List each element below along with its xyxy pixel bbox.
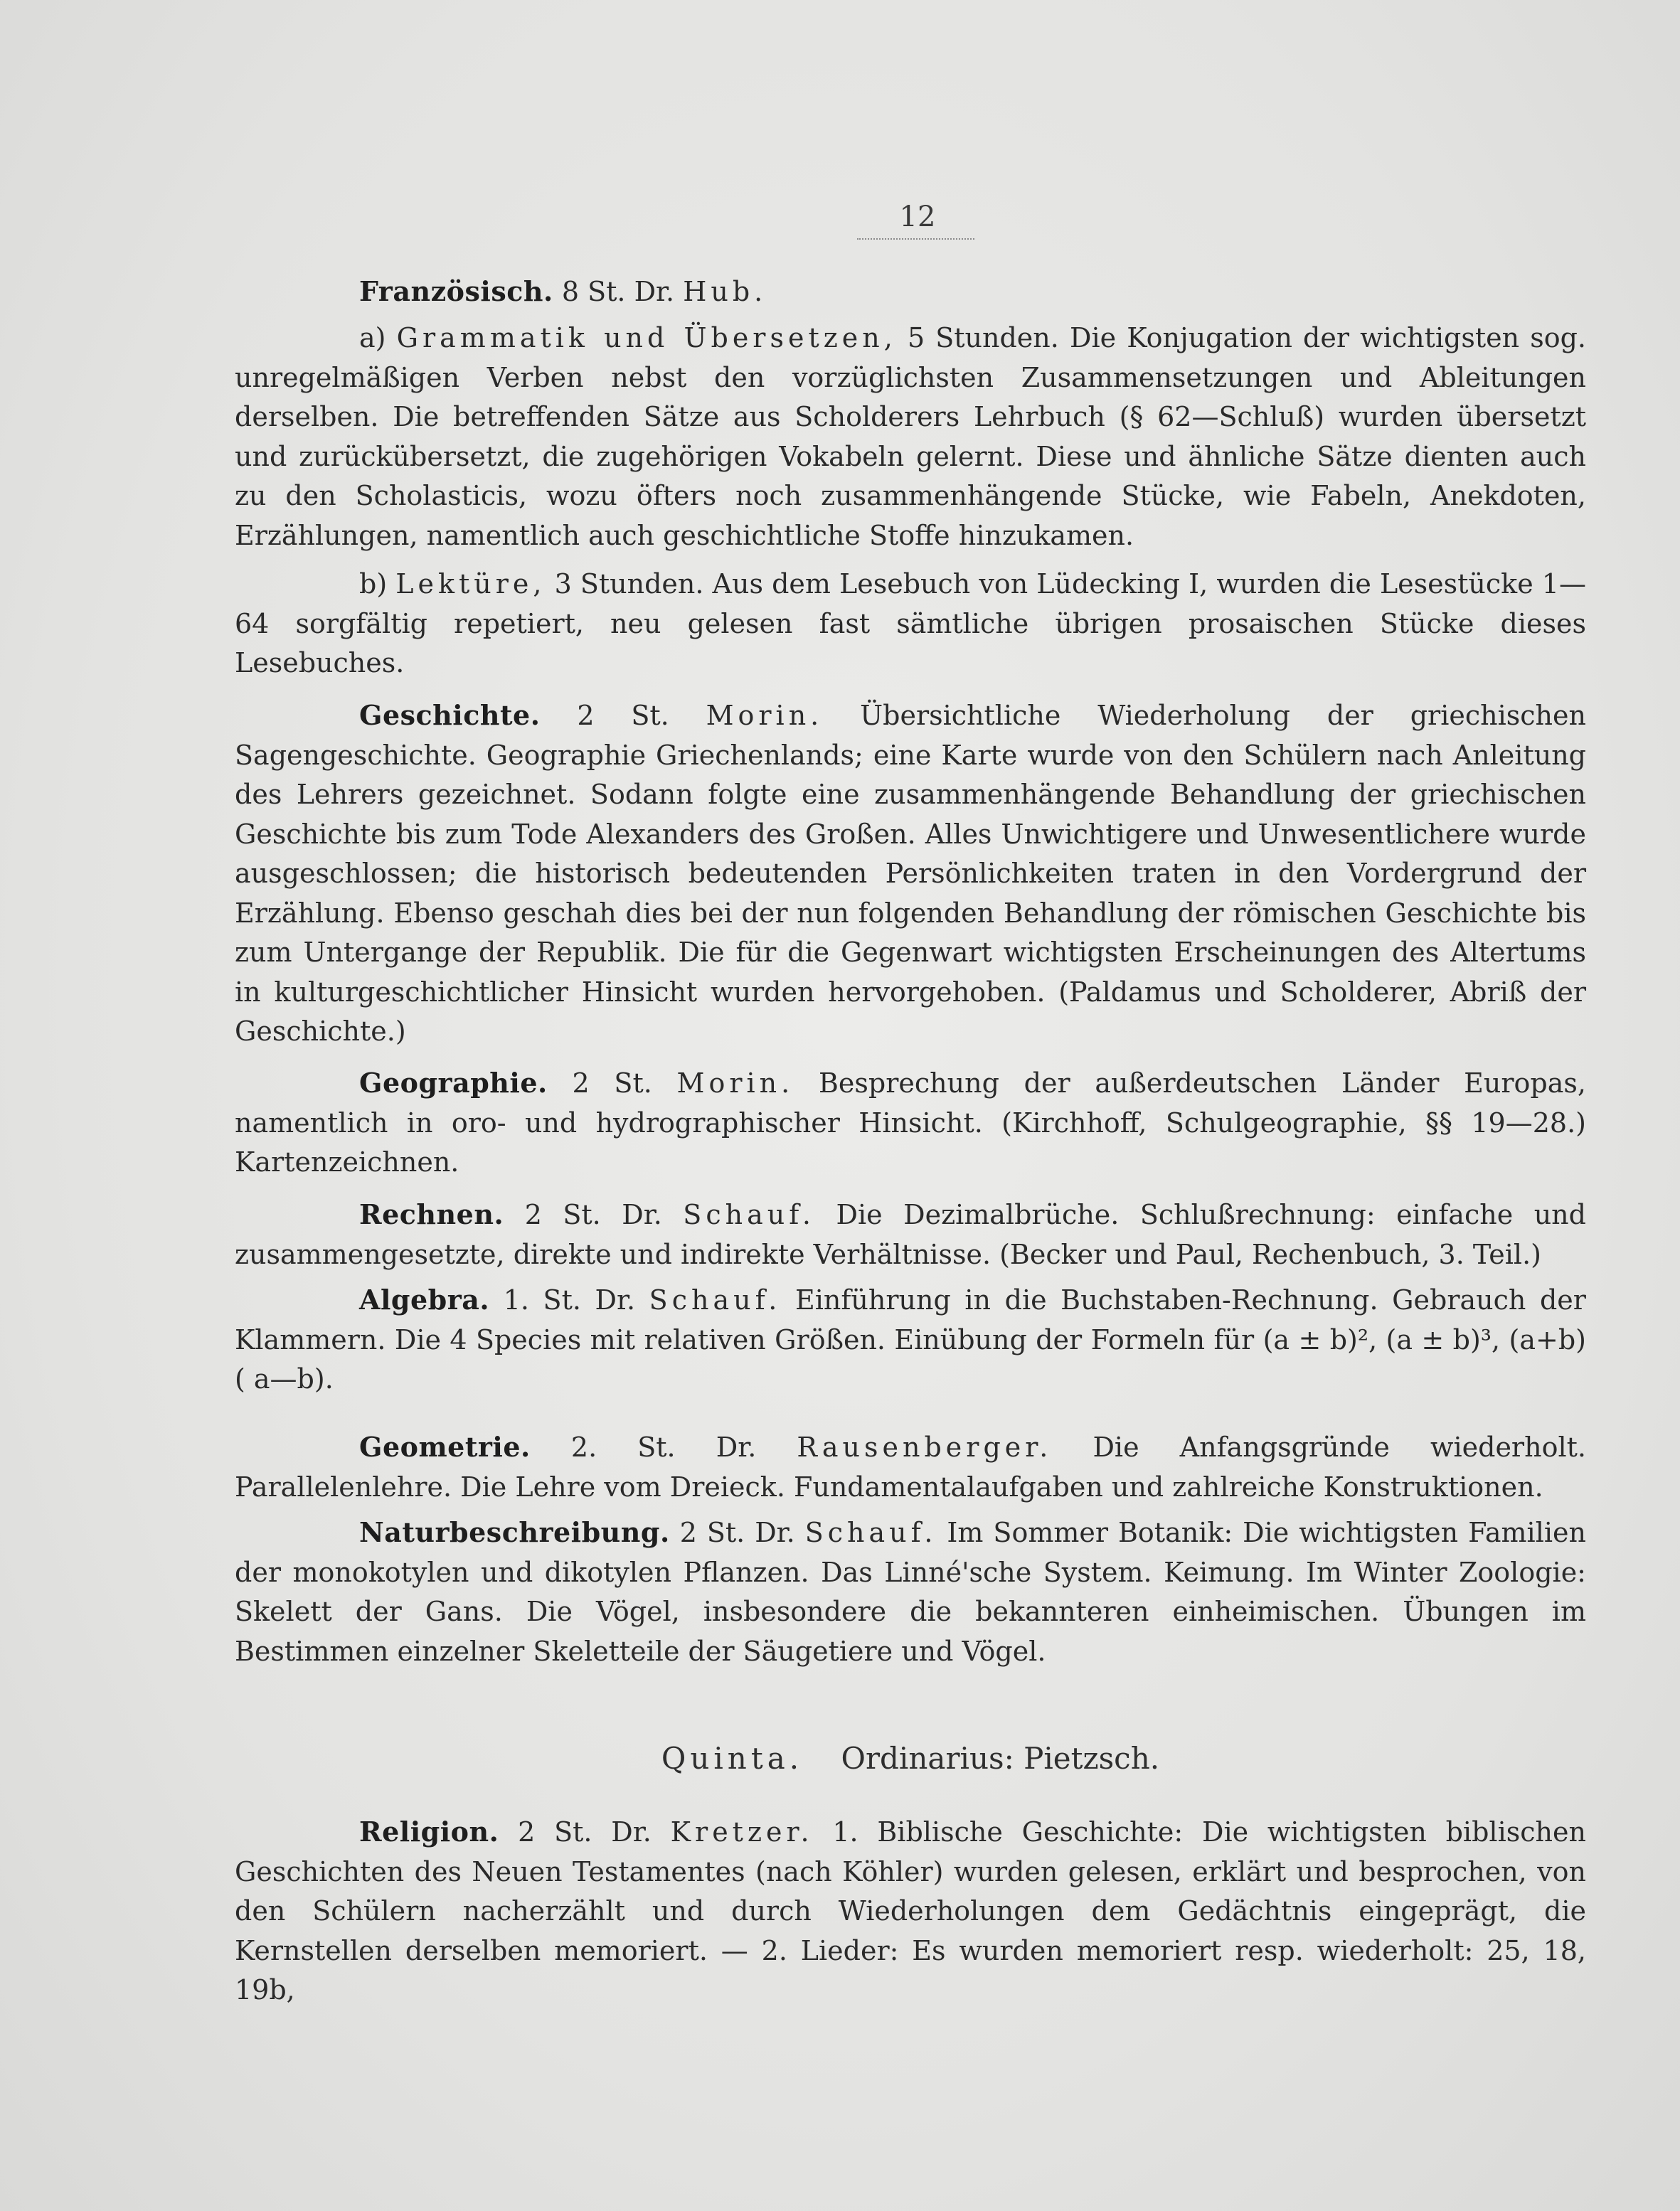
geometrie-paragraph bbox=[235, 1427, 1586, 1507]
rechnen-paragraph bbox=[235, 1195, 1586, 1274]
franzoesisch-b-text: 3 Stunden. Aus dem Lesebuch von Lüdecking I, wurden die Lesestücke 1—64 sorgfältig repetiert, neu gelesen fast sämtliche übrigen prosaischen Stücke dieses Lesebuches. bbox=[235, 568, 1586, 678]
franzoesisch-b-label: b) bbox=[359, 568, 388, 600]
naturbeschreibung-text: Im Sommer Botanik: Die wichtigsten Familien der monokotylen und dikotylen Pflanzen. Das Linné'sche System. Keimung. Im Winter Zoologie: Skelett der Gans. Die Vögel, insbesondere die bekannteren einheimischen. Übungen im Bestimmen einzelner Skeletteile der Säugetiere und Vögel. bbox=[235, 1517, 1586, 1667]
geographie-heading: Geographie. bbox=[359, 1067, 548, 1099]
naturbeschreibung-paragraph bbox=[235, 1513, 1586, 1671]
algebra-teacher: Schauf. bbox=[649, 1284, 782, 1316]
quinta-class-name: Quinta. bbox=[661, 1741, 804, 1776]
religion-text: 1. Biblische Geschichte: Die wichtigsten biblischen Geschichten des Neuen Testamentes (nach Köhler) wurden gelesen, erklärt und besprochen, von den Schülern nacherzählt und durch Wiederholungen dem Gedächtnis eingeprägt, die Kernstellen derselben memoriert. — 2. Lieder: Es wurden memoriert resp. wiederholt: 25, 18, 19b, bbox=[235, 1816, 1586, 2005]
religion-teacher-prefix: Dr. bbox=[611, 1816, 652, 1848]
franzoesisch-lektuere-paragraph bbox=[235, 565, 1586, 683]
page-number: 12 bbox=[899, 201, 936, 233]
franzoesisch-a-text: 5 Stunden. Die Konjugation der wichtigsten sog. unregelmäßigen Verben nebst den vorzüglichsten Zusammensetzungen und Ableitungen derselben. Die betreffenden Sätze aus Scholderers Lehrbuch (§ 62—Schluß) wurden übersetzt und zurückübersetzt, die zugehörigen Vokabeln gelernt. Diese und ähnliche Sätze dienten auch zu den Scholasticis, wozu öfters noch zusammenhängende Stücke, wie Fabeln, Anekdoten, Erzählungen, namentlich auch geschichtliche Stoffe hinzukamen. bbox=[235, 322, 1586, 551]
geometrie-heading: Geometrie. bbox=[359, 1431, 531, 1463]
geographie-hours: 2 St. bbox=[572, 1067, 652, 1099]
algebra-heading: Algebra. bbox=[359, 1284, 490, 1316]
geometrie-hours: 2. St. bbox=[570, 1432, 676, 1463]
geometrie-teacher-prefix: Dr. bbox=[716, 1432, 757, 1463]
rechnen-teacher: Schauf. bbox=[683, 1199, 816, 1230]
franzoesisch-teacher: Hub. bbox=[683, 276, 767, 307]
rechnen-hours: 2 St. bbox=[524, 1199, 601, 1230]
franzoesisch-header bbox=[235, 272, 1586, 312]
rechnen-text: Die Dezimalbrüche. Schlußrechnung: einfache und zusammengesetzte, direkte und indirekte Verhältnisse. (Becker und Paul, Rechenbuch, 3. Teil.) bbox=[235, 1199, 1586, 1270]
naturbeschreibung-teacher: Schauf. bbox=[804, 1517, 937, 1548]
naturbeschreibung-heading: Naturbeschreibung. bbox=[359, 1516, 670, 1548]
religion-heading: Religion. bbox=[359, 1816, 499, 1848]
rechnen-heading: Rechnen. bbox=[359, 1198, 504, 1230]
religion-hours: 2 St. bbox=[518, 1816, 592, 1848]
rechnen-teacher-prefix: Dr. bbox=[622, 1199, 662, 1230]
quinta-ordinarius: Ordinarius: Pietzsch. bbox=[841, 1741, 1160, 1776]
algebra-text: Einführung in die Buchstaben-Rechnung. Gebrauch der Klammern. Die 4 Species mit relativen Größen. Einübung der Formeln für (a ± b)², (a ± b)³, (a+b) ( a—b). bbox=[235, 1284, 1586, 1395]
franzoesisch-a-title: Grammatik und Übersetzen, bbox=[396, 322, 897, 353]
geometrie-text: Die Anfangsgründe wiederholt. Parallelenlehre. Die Lehre vom Dreieck. Fundamentalaufgaben und zahlreiche Konstruktionen. bbox=[235, 1432, 1586, 1503]
algebra-paragraph bbox=[235, 1280, 1586, 1400]
franzoesisch-teacher-prefix: Dr. bbox=[634, 276, 675, 307]
geschichte-paragraph bbox=[235, 696, 1586, 1052]
geographie-text: Besprechung der außerdeutschen Länder Europas, namentlich in oro- und hydrographischer Hinsicht. (Kirchhoff, Schulgeographie, §§ 19—28.) Kartenzeichnen. bbox=[235, 1067, 1586, 1178]
page-number-rule bbox=[857, 238, 974, 240]
religion-paragraph bbox=[235, 1812, 1586, 2010]
religion-teacher: Kretzer. bbox=[670, 1816, 814, 1848]
franzoesisch-grammatik-paragraph bbox=[235, 319, 1586, 555]
geographie-teacher: Morin. bbox=[676, 1067, 794, 1099]
naturbeschreibung-hours: 2 St. bbox=[679, 1517, 745, 1548]
geographie-paragraph bbox=[235, 1063, 1586, 1183]
franzoesisch-heading: Französisch. bbox=[359, 275, 553, 307]
quinta-section-title bbox=[235, 1741, 1586, 1776]
geschichte-hours: 2 St. bbox=[577, 700, 669, 731]
algebra-teacher-prefix: Dr. bbox=[595, 1284, 636, 1316]
franzoesisch-b-title: Lektüre, bbox=[395, 568, 546, 600]
naturbeschreibung-teacher-prefix: Dr. bbox=[755, 1517, 795, 1548]
franzoesisch-a-label: a) bbox=[359, 322, 386, 353]
algebra-hours: 1. St. bbox=[503, 1284, 581, 1316]
geschichte-heading: Geschichte. bbox=[359, 699, 541, 731]
geometrie-teacher: Rausenberger. bbox=[797, 1432, 1053, 1463]
geschichte-teacher: Morin. bbox=[706, 700, 824, 731]
geschichte-text: Übersichtliche Wiederholung der griechischen Sagengeschichte. Geographie Griechenlands; eine Karte wurde von den Schülern nach Anleitung des Lehrers gezeichnet. Sodann folgte eine zusammenhängende Behandlung der griechischen Geschichte bis zum Tode Alexanders des Großen. Alles Unwichtigere und Unwesentlichere wurde ausgeschlossen; die historisch bedeutenden Persönlichkeiten traten in den Vordergrund der Erzählung. Ebenso geschah dies bei der nun folgenden Behandlung der römischen Geschichte bis zum Untergange der Republik. Die für die Gegenwart wichtigsten Erscheinungen des Altertums in kulturgeschichtlicher Hinsicht wurden hervorgehoben. (Paldamus und Scholderer, Abriß der Geschichte.) bbox=[235, 700, 1586, 1047]
franzoesisch-hours: 8 St. bbox=[561, 276, 626, 307]
